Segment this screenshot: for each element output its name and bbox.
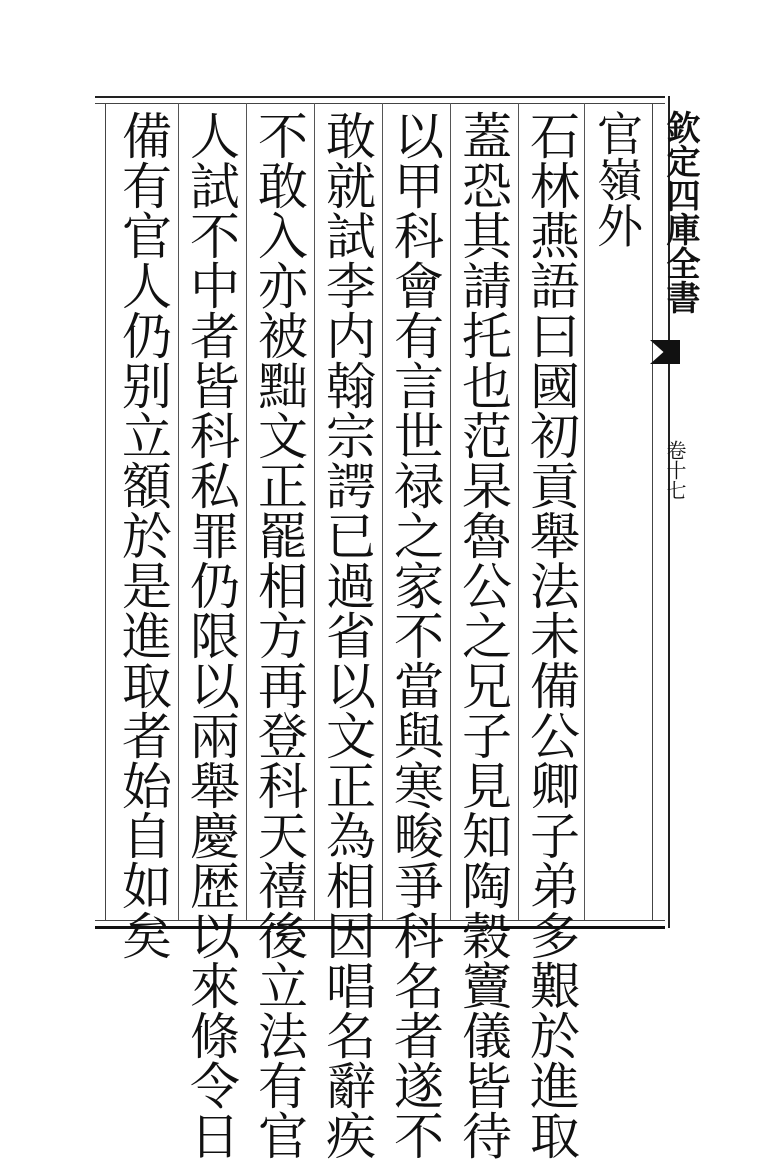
text-column-7: 備有官人仍别立額於是進取者始自如矣 — [114, 110, 172, 960]
text-column-5: 不敢入亦被黜文正罷相方再登科天禧後立法有官 — [250, 110, 308, 1160]
fishtail-mark-icon — [650, 340, 680, 364]
volume-label: 卷十七 — [663, 440, 687, 500]
section-heading: 官嶺外 — [590, 110, 644, 248]
collection-title: 欽定四庫全書 — [660, 110, 700, 314]
text-column-4: 敢就試李内翰宗諤已過省以文正為相因唱名辭疾 — [318, 110, 376, 1160]
top-border-outer — [95, 96, 665, 98]
text-column-1: 石林燕語曰國初貢舉法未備公卿子弟多艱於進取 — [522, 110, 580, 1160]
text-column-6: 人試不中者皆科私罪仍限以兩舉慶歴以來條令日 — [182, 110, 240, 1160]
top-border-inner — [95, 103, 665, 104]
left-border — [105, 103, 106, 920]
margin-border-inner — [652, 103, 653, 920]
text-column-3: 以甲科會有言世禄之家不當與寒畯爭科名者遂不 — [386, 110, 444, 1160]
text-column-2: 蓋恐其請托也范杲魯公之兄子見知陶穀竇儀皆待 — [454, 110, 512, 1160]
